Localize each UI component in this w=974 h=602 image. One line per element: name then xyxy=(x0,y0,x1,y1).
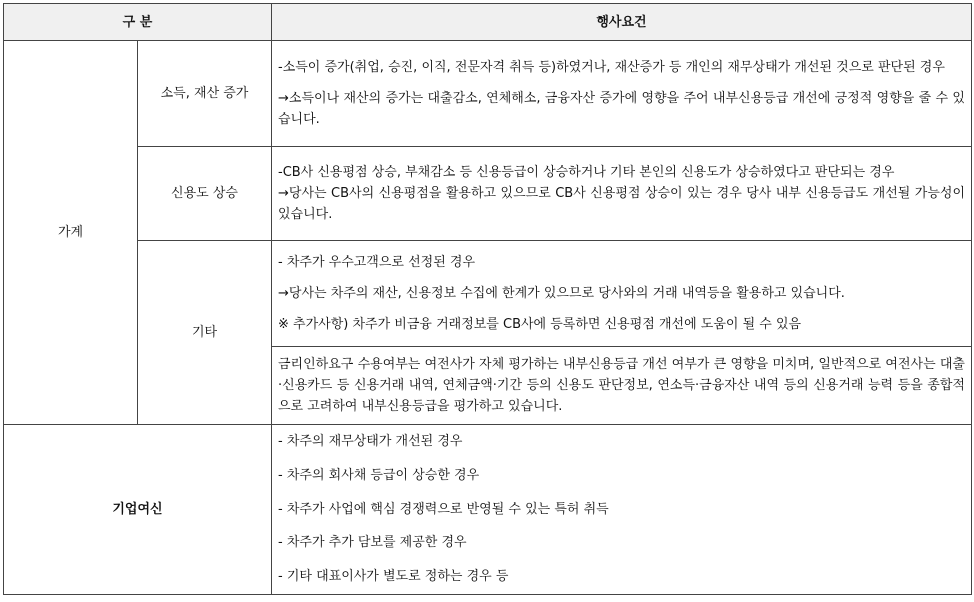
corporate-item: - 차주가 사업에 핵심 경쟁력으로 반영될 수 있는 특허 취득 xyxy=(278,501,609,517)
requirements-table xyxy=(3,3,972,595)
row-corporate xyxy=(4,425,972,595)
rate-cut-note-text: 금리인하요구 수용여부는 여전사가 자체 평가하는 내부신용등급 개선 여부가 큰 영향을 미치며, 일반적으로 여전사는 대출·신용카드 등 신용거래 내역, 연체금액·기간 등의 신용도 판단정보, 연소득·금융자산 내역 등의 신용거래 능력 등을 종합적으로 고려하여 내부신용등급을 평가하고 있습니다. xyxy=(278,357,965,414)
income-assets-condition: -소득이 증가(취업, 승진, 이직, 전문자격 취득 등)하였거나, 재산증가 등 개인의 재무상태가 개선된 것으로 판단된 경우 xyxy=(278,60,945,75)
other-content xyxy=(272,241,972,347)
corporate-label: 기업여신 xyxy=(4,425,272,595)
corporate-item: - 차주가 추가 담보를 제공한 경우 xyxy=(278,535,467,551)
header-requirement: 행사요건 xyxy=(272,4,972,41)
credit-rise-explanation: →당사는 CB사의 신용평점을 활용하고 있으므로 CB사 신용평점 상승이 있는 경우 당사 내부 신용등급도 개선될 가능성이 있습니다. xyxy=(278,186,965,222)
header-category: 구 분 xyxy=(4,4,272,41)
corporate-content xyxy=(272,425,972,595)
other-explanation: →당사는 차주의 재산, 신용정보 수집에 한계가 있으므로 당사와의 거래 내역등을 활용하고 있습니다. xyxy=(278,286,845,301)
income-assets-explanation: →소득이나 재산의 증가는 대출감소, 연체해소, 금융자산 증가에 영향을 주어 내부신용등급 개선에 긍정적 영향을 줄 수 있습니다. xyxy=(278,91,965,127)
other-condition: - 차주가 우수고객으로 선정된 경우 xyxy=(278,255,476,270)
sub-credit-rise: 신용도 상승 xyxy=(138,147,272,241)
row-income-assets xyxy=(4,41,972,147)
corporate-item: - 차주의 회사채 등급이 상승한 경우 xyxy=(278,467,480,483)
row-other xyxy=(4,241,972,347)
header-row xyxy=(4,4,972,41)
other-additional-note: ※ 추가사항) 차주가 비금융 거래정보를 CB사에 등록하면 신용평점 개선에 도움이 될 수 있음 xyxy=(278,317,802,332)
credit-rise-condition: -CB사 신용평점 상승, 부채감소 등 신용등급이 상승하거나 기타 본인의 신용도가 상승하였다고 판단되는 경우 xyxy=(278,165,895,180)
sub-income-assets: 소득, 재산 증가 xyxy=(138,41,272,147)
corporate-item: - 기타 대표이사가 별도로 정하는 경우 등 xyxy=(278,568,509,584)
income-assets-content xyxy=(272,41,972,147)
rate-cut-note xyxy=(272,347,972,425)
credit-rise-content xyxy=(272,147,972,241)
sub-other: 기타 xyxy=(138,241,272,425)
row-credit-rise xyxy=(4,147,972,241)
corporate-item: - 차주의 재무상태가 개선된 경우 xyxy=(278,434,463,450)
household-label: 가계 xyxy=(4,41,138,425)
